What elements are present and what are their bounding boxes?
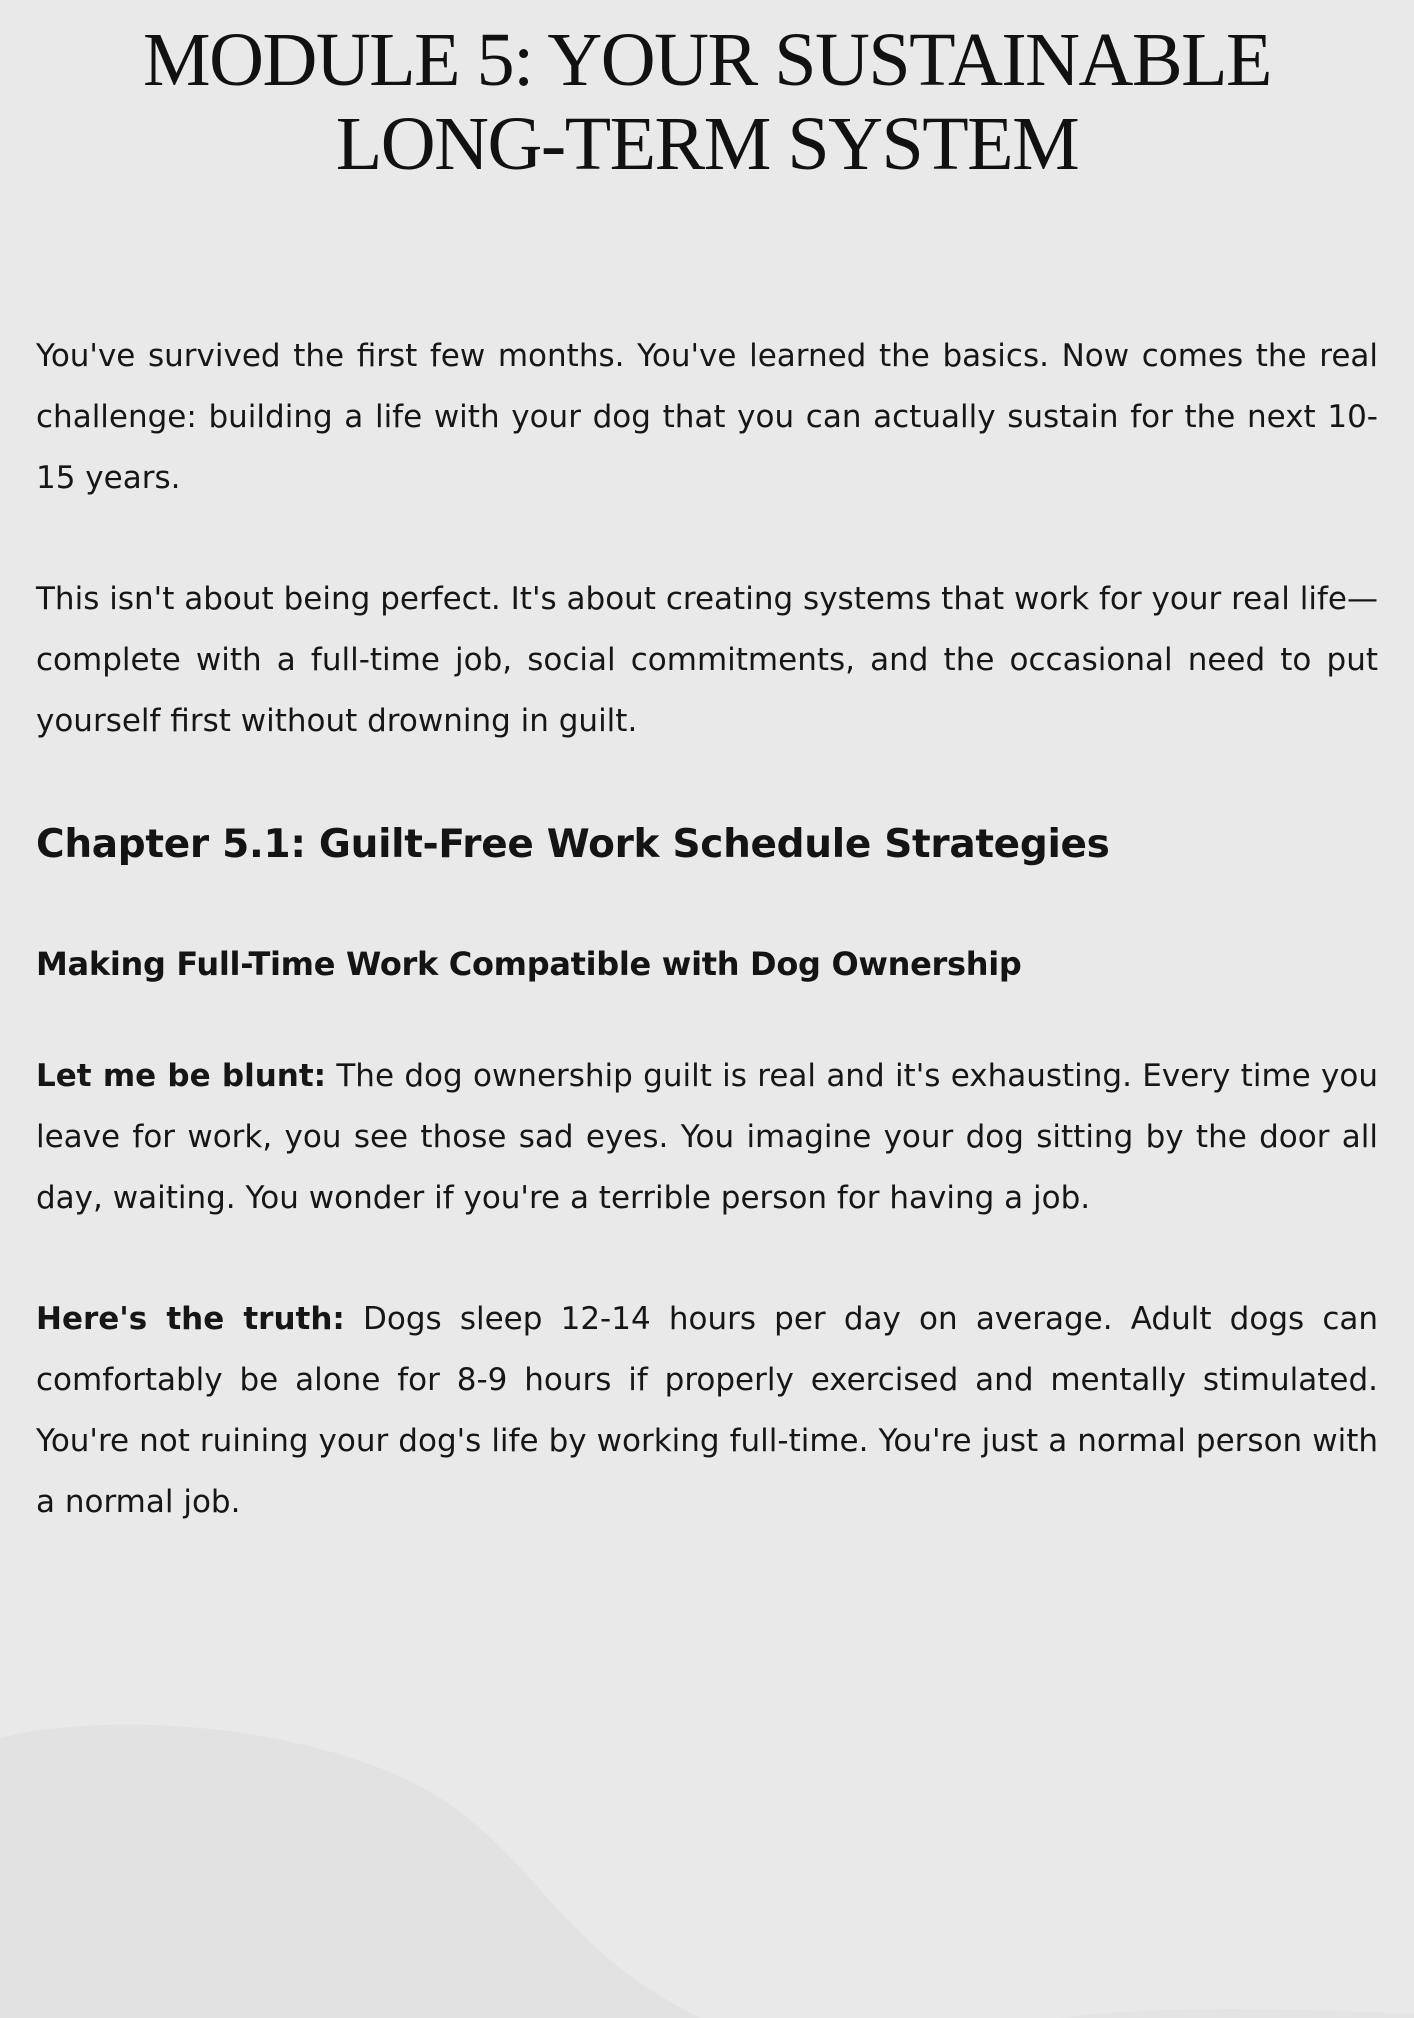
blunt-paragraph-lead: Let me be blunt: <box>36 1058 327 1094</box>
blunt-paragraph <box>36 1046 1378 1229</box>
blunt-paragraph-text: The dog ownership guilt is real and it's exhausting. Every time you leave for work, you see those sad eyes. You imagine your dog sitting by the door all day, waiting. You wonder if you're a terrible person for having a job. <box>36 1058 1378 1216</box>
module-title-line-1: MODULE 5: YOUR SUSTAINABLE <box>143 18 1271 102</box>
truth-paragraph-text: Dogs sleep 12-14 hours per day on average. Adult dogs can comfortably be alone for 8-9 hours if properly exercised and mentally stimulated. You're not ruining your dog's life by working full-time. You're just a normal person with a normal job. <box>36 1301 1379 1520</box>
module-title <box>36 18 1378 186</box>
intro-paragraph-2: This isn't about being perfect. It's about creating systems that work for your real life—complete with a full-time job, social commitments, and the occasional need to put yourself first without drowning in guilt. <box>36 581 1378 739</box>
background-wave-shape <box>0 1718 1414 2018</box>
intro-paragraph-1: You've survived the first few months. You've learned the basics. Now comes the real challenge: building a life with your dog that you can actually sustain for the next 10-15 years. <box>36 338 1378 496</box>
document-page <box>0 18 1414 1533</box>
module-title-line-2: LONG-TERM SYSTEM <box>335 102 1079 186</box>
truth-paragraph <box>36 1289 1378 1533</box>
chapter-heading: Chapter 5.1: Guilt-Free Work Schedule Strategies <box>36 822 1110 867</box>
truth-paragraph-lead: Here's the truth: <box>36 1301 345 1337</box>
section-subheading: Making Full-Time Work Compatible with Dog Ownership <box>36 945 1022 983</box>
